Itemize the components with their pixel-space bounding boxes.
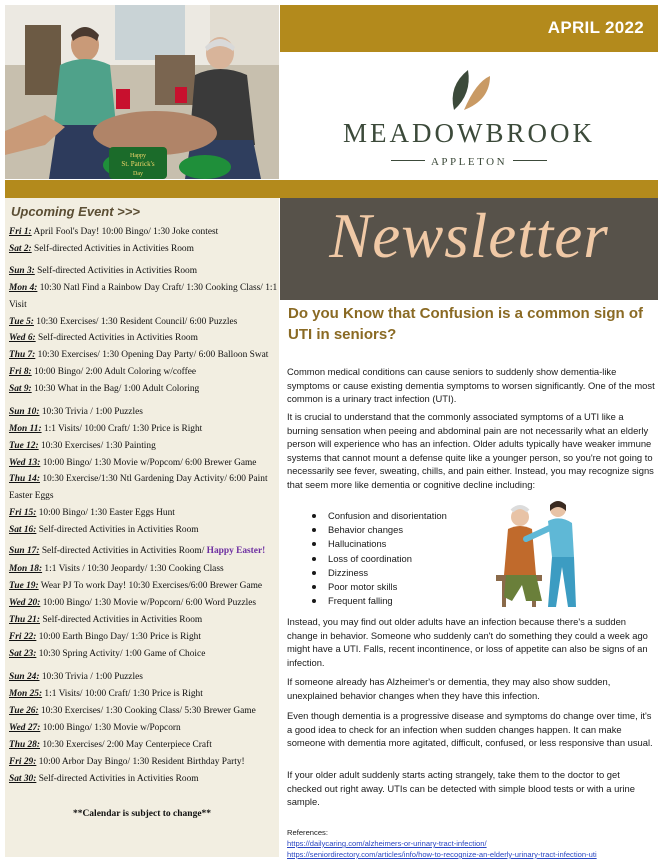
newsletter-banner: [280, 198, 658, 300]
calendar-row: [9, 424, 279, 435]
calendar-day: Sun 17:: [9, 546, 40, 556]
calendar-day: Mon 4:: [9, 283, 38, 293]
calendar-day: Sat 23:: [9, 649, 37, 659]
calendar-activity: 10:00 Bingo/ 2:00 Adult Coloring w/coffee: [31, 367, 197, 377]
calendar-note: **Calendar is subject to change**: [72, 809, 212, 819]
calendar-activity: 10:30 Exercise/1:30 Ntl Gardening Day Activity/ 6:00 Paint Easter Eggs: [9, 474, 268, 501]
calendar-row: [9, 672, 279, 683]
calendar-activity: Self-directed Activities in Activities Room: [31, 244, 194, 254]
calendar-activity: 10:00 Bingo/ 1:30 Movie w/Popcorn/ 6:00 Word Puzzles: [40, 598, 257, 608]
calendar-day: Tue 5:: [9, 317, 34, 327]
subtitle-rule-left: [391, 160, 425, 161]
calendar-row: [9, 407, 279, 418]
calendar-day: Sun 24:: [9, 672, 40, 682]
article-paragraph-1: Common medical conditions can cause seniors to suddenly show dementia-like symptoms or cause existing dementia symptoms to worsen significantly. One of the most common is a urinary tract infection (UTI).: [287, 366, 655, 405]
calendar-activity: 10:00 Earth Bingo Day/ 1:30 Price is Right: [36, 632, 201, 642]
calendar-row: [9, 280, 279, 314]
leaf-logo-icon: [446, 64, 492, 114]
calendar-day: Fri 1:: [9, 227, 32, 237]
symptom-list: [312, 509, 447, 608]
calendar-row: [9, 367, 279, 378]
calendar-day: Mon 25:: [9, 689, 43, 699]
residents-photo-illustration: [5, 5, 279, 179]
event-calendar: [5, 198, 279, 857]
calendar-activity: 10:30 Exercises/ 1:30 Opening Day Party/ 6:00 Balloon Swat: [35, 350, 269, 360]
calendar-row: [9, 581, 279, 592]
calendar-row: [9, 458, 279, 469]
calendar-day: Sat 2:: [9, 244, 32, 254]
article-title: Do you Know that Confusion is a common sign of UTI in seniors?: [288, 305, 643, 343]
calendar-row: [9, 632, 279, 643]
calendar-day: Thu 28:: [9, 740, 40, 750]
sign-text-3: Day: [133, 171, 143, 177]
calendar-activity: Wear PJ To work Day! 10:30 Exercises/6:00 Brewer Game: [38, 581, 263, 591]
date-bar: [280, 5, 658, 52]
calendar-row: [9, 441, 279, 452]
calendar-day: Wed 20:: [9, 598, 41, 608]
calendar-day: Sat 9:: [9, 384, 32, 394]
calendar-activity: Self-directed Activities in Activities Room/: [39, 546, 207, 556]
calendar-row: [9, 546, 279, 557]
calendar-day: Tue 26:: [9, 706, 39, 716]
calendar-day: Tue 19:: [9, 581, 39, 591]
calendar-day: Fri 15:: [9, 508, 37, 518]
calendar-row: [9, 774, 279, 785]
brand-logo: [280, 52, 658, 180]
calendar-row: [9, 471, 279, 505]
article-paragraph-2: It is crucial to understand that the commonly associated symptoms of a UTI like a burning sensation when peeing and abdominal pain are not necessarily what an elderly person will experience who has an infection. Older adults typically have weaker immune systems that cannot mount a defense quite like a younger person, so you're not going to necessarily see fever, sweating, chills, and pain either. Instead, you may recognize signs that seem more like dementia or cognitive decline including:: [287, 411, 654, 490]
symptom-item: Hallucinations: [312, 537, 447, 551]
reference-link-1[interactable]: https://dailycaring.com/alzheimers-or-urinary-tract-infection/: [287, 839, 487, 848]
calendar-activity: 10:30 What in the Bag/ 1:00 Adult Coloring: [31, 384, 200, 394]
calendar-day: Fri 29:: [9, 757, 37, 767]
issue-date: APRIL 2022: [547, 18, 644, 37]
calendar-row: [9, 598, 279, 609]
references: [287, 827, 657, 860]
calendar-row: [9, 508, 279, 519]
article-paragraph-5: Even though dementia is a progressive disease and symptoms do change over time, it's a good idea to check for an infection when sudden changes happen. It can make someone with dementia more agitated, difficult, confused, or less responsive than usual.: [287, 710, 653, 749]
calendar-activity: 10:30 Exercises/ 1:30 Painting: [38, 441, 156, 451]
calendar-day: Sat 16:: [9, 525, 37, 535]
symptom-item: Dizziness: [312, 566, 447, 580]
calendar-row: [9, 317, 279, 328]
subtitle-rule-right: [513, 160, 547, 161]
calendar-activity: 10:30 Exercises/ 1:30 Resident Council/ 6:00 Puzzles: [33, 317, 238, 327]
calendar-row: [9, 350, 279, 361]
calendar-day: Sat 30:: [9, 774, 37, 784]
calendar-activity: 1:1 Visits / 10:30 Jeopardy/ 1:30 Cooking Class: [42, 564, 224, 574]
calendar-activity: Self-directed Activities in Activities Room: [40, 615, 203, 625]
calendar-row: [9, 227, 279, 238]
calendar-day: Mon 11:: [9, 424, 42, 434]
calendar-activity: 10:30 Spring Activity/ 1:00 Game of Choice: [36, 649, 206, 659]
gold-divider: [5, 180, 658, 198]
calendar-row: [9, 689, 279, 700]
calendar-activity: 10:00 Bingo/ 1:30 Movie w/Popcom/ 6:00 Brewer Game: [40, 458, 257, 468]
article-paragraph-4: If someone already has Alzheimer's or dementia, they may also show sudden, unexplained behavior changes when they have this infection.: [287, 676, 611, 701]
symptom-item: Loss of coordination: [312, 552, 447, 566]
calendar-row: [9, 244, 279, 255]
calendar-activity: 10:30 Trivia / 1:00 Puzzles: [39, 672, 143, 682]
references-label: References:: [287, 828, 328, 837]
calendar-day: Thu 7:: [9, 350, 36, 360]
calendar-activity: Self-directed Activities in Activities Room: [34, 266, 198, 276]
calendar-activity: April Fool's Day! 10:00 Bingo/ 1:30 Joke contest: [31, 227, 219, 237]
calendar-day: Sun 3:: [9, 266, 35, 276]
calendar-day: Thu 14:: [9, 474, 40, 484]
calendar-row: [9, 706, 279, 717]
calendar-day: Wed 13:: [9, 458, 41, 468]
header-photo: [5, 5, 279, 179]
symptom-item: Confusion and disorientation: [312, 509, 447, 523]
calendar-day: Fri 8:: [9, 367, 32, 377]
caregiver-illustration: [496, 497, 614, 609]
brand-sub-text: APPLETON: [430, 156, 508, 168]
calendar-activity: 10:30 Natl Find a Rainbow Day Craft/ 1:30 Cooking Class/ 1:1 Visit: [9, 283, 278, 310]
sign-text-1: Happy: [130, 153, 146, 159]
calendar-day: Thu 21:: [9, 615, 40, 625]
calendar-highlight: Happy Easter!: [206, 546, 266, 556]
calendar-activity: Self-directed Activities in Activities Room: [36, 774, 199, 784]
calendar-day: Tue 12:: [9, 441, 39, 451]
symptom-item: Frequent falling: [312, 594, 447, 608]
calendar-row: [9, 266, 279, 277]
banner-title: Newsletter: [329, 201, 609, 271]
brand-subtitle: [280, 152, 658, 170]
calendar-row: [9, 740, 279, 751]
calendar-row: [9, 649, 279, 660]
calendar-activity: 1:1 Visits/ 10:00 Craft/ 1:30 Price is Right: [42, 689, 203, 699]
calendar-row: [9, 333, 279, 344]
calendar-row: [9, 525, 279, 536]
calendar-row: [9, 384, 279, 395]
calendar-day: Wed 27:: [9, 723, 41, 733]
calendar-activity: Self-directed Activities in Activities Room: [36, 525, 199, 535]
calendar-activity: 10:00 Arbor Day Bingo/ 1:30 Resident Birthday Party!: [36, 757, 245, 767]
calendar-activity: 10:30 Exercises/ 1:30 Cooking Class/ 5:30 Brewer Game: [38, 706, 256, 716]
calendar-activity: 10:00 Bingo/ 1:30 Easter Eggs Hunt: [36, 508, 175, 518]
calendar-row: [9, 564, 279, 575]
calendar-row: [9, 757, 279, 768]
calendar-row: [9, 615, 279, 626]
calendar-activity: 10:30 Trivia / 1:00 Puzzles: [39, 407, 143, 417]
calendar-activity: 1:1 Visits/ 10:00 Craft/ 1:30 Price is Right: [41, 424, 203, 434]
article-paragraph-3: Instead, you may find out older adults have an infection because there's a sudden change in behavior. Someone who suddenly can't do something they could a week ago might have a UTI. Falls, recent incontinence, or loss of appetite can also be signs of an infection.: [287, 616, 648, 668]
calendar-day: Fri 22:: [9, 632, 37, 642]
symptom-item: Behavior changes: [312, 523, 447, 537]
calendar-heading: Upcoming Event >>>: [11, 204, 140, 219]
calendar-day: Sun 10:: [9, 407, 40, 417]
calendar-day: Mon 18:: [9, 564, 43, 574]
calendar-activity: 10:30 Exercises/ 2:00 May Centerpiece Craft: [40, 740, 212, 750]
calendar-day: Wed 6:: [9, 333, 36, 343]
symptom-item: Poor motor skills: [312, 580, 447, 594]
calendar-activity: Self-directed Activities in Activities Room: [35, 333, 198, 343]
calendar-activity: 10:00 Bingo/ 1:30 Movie w/Popcorn: [40, 723, 181, 733]
article-paragraph-6: If your older adult suddenly starts acting strangely, take them to the doctor to get checked out right away. UTIs can be detected with simple blood tests or with a urine sample.: [287, 769, 635, 808]
reference-link-2[interactable]: https://seniordirectory.com/articles/info/how-to-recognize-an-elderly-urinary-tract-infection-uti: [287, 850, 597, 859]
sign-text-2: St. Patrick's: [121, 160, 155, 168]
calendar-row: [9, 723, 279, 734]
brand-name: MEADOWBROOK: [343, 118, 595, 148]
